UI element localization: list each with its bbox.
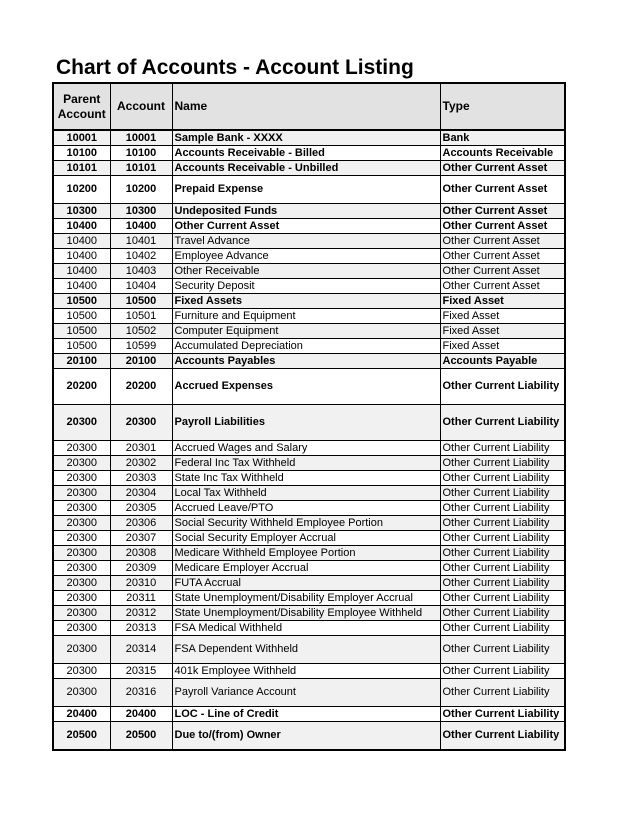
table-row [53,722,565,751]
cell-type: Bank [440,130,565,146]
cell-type: Accounts Receivable [440,146,565,161]
cell-name: Accrued Leave/PTO [172,501,440,516]
cell-account: 20314 [110,636,172,664]
cell-parent-account: 20300 [53,576,110,591]
cell-account: 10200 [110,176,172,204]
cell-type: Other Current Liability [440,679,565,707]
table-header [53,83,565,130]
cell-type: Other Current Asset [440,249,565,264]
table-row [53,146,565,161]
cell-parent-account: 10400 [53,234,110,249]
cell-name: Medicare Employer Accrual [172,561,440,576]
table-row [53,707,565,722]
cell-type: Other Current Liability [440,516,565,531]
cell-parent-account: 20100 [53,354,110,369]
cell-type: Fixed Asset [440,324,565,339]
table-row [53,441,565,456]
cell-name: Medicare Withheld Employee Portion [172,546,440,561]
cell-account: 10001 [110,130,172,146]
cell-type: Other Current Liability [440,501,565,516]
table-row [53,501,565,516]
cell-parent-account: 10200 [53,176,110,204]
cell-account: 10400 [110,219,172,234]
cell-type: Other Current Liability [440,636,565,664]
cell-account: 10501 [110,309,172,324]
cell-name: Social Security Employer Accrual [172,531,440,546]
cell-name: Accounts Receivable - Unbilled [172,161,440,176]
cell-type: Other Current Liability [440,546,565,561]
cell-parent-account: 10500 [53,294,110,309]
cell-type: Other Current Liability [440,606,565,621]
cell-account: 10500 [110,294,172,309]
cell-account: 10100 [110,146,172,161]
cell-type: Fixed Asset [440,309,565,324]
cell-account: 20200 [110,369,172,405]
table-row [53,339,565,354]
cell-parent-account: 10400 [53,264,110,279]
cell-parent-account: 20300 [53,546,110,561]
table-row [53,576,565,591]
cell-parent-account: 20300 [53,405,110,441]
table-row [53,456,565,471]
table-row [53,204,565,219]
cell-account: 10401 [110,234,172,249]
page-title: Chart of Accounts - Account Listing [56,56,414,79]
cell-name: Security Deposit [172,279,440,294]
cell-account: 20307 [110,531,172,546]
cell-name: Accumulated Depreciation [172,339,440,354]
cell-account: 20302 [110,456,172,471]
cell-name: Other Receivable [172,264,440,279]
table-row [53,405,565,441]
cell-name: Federal Inc Tax Withheld [172,456,440,471]
cell-parent-account: 20300 [53,679,110,707]
cell-type: Other Current Liability [440,591,565,606]
cell-type: Other Current Liability [440,621,565,636]
cell-type: Other Current Liability [440,405,565,441]
table-row [53,176,565,204]
cell-name: Employee Advance [172,249,440,264]
table-row [53,531,565,546]
cell-type: Other Current Asset [440,279,565,294]
table-row [53,679,565,707]
table-row [53,309,565,324]
table-row [53,249,565,264]
cell-parent-account: 20300 [53,456,110,471]
cell-name: FSA Dependent Withheld [172,636,440,664]
cell-parent-account: 20400 [53,707,110,722]
cell-name: Payroll Variance Account [172,679,440,707]
cell-name: Sample Bank - XXXX [172,130,440,146]
cell-name: Fixed Assets [172,294,440,309]
cell-account: 20300 [110,405,172,441]
cell-name: State Unemployment/Disability Employer Accrual [172,591,440,606]
cell-type: Other Current Liability [440,441,565,456]
cell-type: Other Current Asset [440,204,565,219]
cell-name: Local Tax Withheld [172,486,440,501]
cell-parent-account: 10400 [53,219,110,234]
cell-parent-account: 10500 [53,324,110,339]
cell-account: 10403 [110,264,172,279]
cell-account: 20313 [110,621,172,636]
cell-type: Fixed Asset [440,294,565,309]
cell-account: 10300 [110,204,172,219]
table-row [53,324,565,339]
cell-type: Accounts Payable [440,354,565,369]
column-header-account: Account [110,83,172,130]
table-row [53,279,565,294]
cell-type: Other Current Asset [440,161,565,176]
cell-parent-account: 20300 [53,606,110,621]
cell-type: Other Current Asset [440,219,565,234]
cell-account: 20303 [110,471,172,486]
header-row [53,83,565,130]
cell-type: Other Current Liability [440,456,565,471]
table-row [53,471,565,486]
cell-account: 20315 [110,664,172,679]
cell-account: 20400 [110,707,172,722]
cell-name: Travel Advance [172,234,440,249]
cell-account: 20304 [110,486,172,501]
cell-name: State Unemployment/Disability Employee Withheld [172,606,440,621]
cell-account: 20100 [110,354,172,369]
cell-parent-account: 20300 [53,516,110,531]
table-row [53,606,565,621]
cell-parent-account: 10100 [53,146,110,161]
cell-account: 20312 [110,606,172,621]
cell-account: 10599 [110,339,172,354]
column-header-parent-account [53,83,110,130]
table-row [53,636,565,664]
cell-name: Computer Equipment [172,324,440,339]
cell-name: Social Security Withheld Employee Portion [172,516,440,531]
cell-parent-account: 10400 [53,279,110,294]
accounts-table [52,82,566,751]
table-row [53,234,565,249]
cell-account: 20309 [110,561,172,576]
cell-type: Other Current Liability [440,576,565,591]
table-row [53,486,565,501]
cell-name: Accrued Wages and Salary [172,441,440,456]
cell-name: Other Current Asset [172,219,440,234]
cell-name: 401k Employee Withheld [172,664,440,679]
cell-name: Undeposited Funds [172,204,440,219]
cell-account: 20305 [110,501,172,516]
cell-name: Accounts Payables [172,354,440,369]
cell-type: Other Current Asset [440,264,565,279]
table-row [53,219,565,234]
cell-parent-account: 20300 [53,471,110,486]
table-row [53,664,565,679]
cell-account: 20500 [110,722,172,751]
cell-type: Other Current Liability [440,486,565,501]
table-row [53,369,565,405]
table-row [53,130,565,146]
table-body [53,130,565,750]
cell-name: Accounts Receivable - Billed [172,146,440,161]
cell-parent-account: 20300 [53,621,110,636]
cell-parent-account: 10300 [53,204,110,219]
table-row [53,546,565,561]
cell-name: Due to/(from) Owner [172,722,440,751]
cell-parent-account: 10400 [53,249,110,264]
cell-type: Other Current Liability [440,722,565,751]
table-row [53,591,565,606]
cell-name: Payroll Liabilities [172,405,440,441]
table-row [53,264,565,279]
cell-account: 20308 [110,546,172,561]
cell-type: Other Current Asset [440,176,565,204]
cell-type: Other Current Asset [440,234,565,249]
table-row [53,161,565,176]
cell-account: 20306 [110,516,172,531]
cell-account: 10101 [110,161,172,176]
cell-parent-account: 10001 [53,130,110,146]
cell-parent-account: 20200 [53,369,110,405]
cell-name: Prepaid Expense [172,176,440,204]
cell-type: Other Current Liability [440,531,565,546]
cell-parent-account: 20300 [53,636,110,664]
cell-account: 10502 [110,324,172,339]
cell-parent-account: 10500 [53,309,110,324]
cell-type: Other Current Liability [440,471,565,486]
cell-account: 10402 [110,249,172,264]
cell-account: 20310 [110,576,172,591]
cell-type: Other Current Liability [440,369,565,405]
cell-type: Fixed Asset [440,339,565,354]
cell-type: Other Current Liability [440,664,565,679]
cell-name: FSA Medical Withheld [172,621,440,636]
cell-parent-account: 10101 [53,161,110,176]
cell-parent-account: 20500 [53,722,110,751]
cell-parent-account: 20300 [53,531,110,546]
cell-name: FUTA Accrual [172,576,440,591]
cell-parent-account: 20300 [53,441,110,456]
cell-type: Other Current Liability [440,707,565,722]
cell-name: LOC - Line of Credit [172,707,440,722]
cell-parent-account: 20300 [53,486,110,501]
column-header-name: Name [172,83,440,130]
cell-parent-account: 10500 [53,339,110,354]
cell-account: 20311 [110,591,172,606]
cell-account: 20301 [110,441,172,456]
cell-parent-account: 20300 [53,561,110,576]
column-header-type: Type [440,83,565,130]
table-row [53,561,565,576]
cell-parent-account: 20300 [53,664,110,679]
cell-parent-account: 20300 [53,501,110,516]
cell-name: State Inc Tax Withheld [172,471,440,486]
cell-account: 20316 [110,679,172,707]
table-row [53,294,565,309]
table-row [53,621,565,636]
table-row [53,516,565,531]
cell-account: 10404 [110,279,172,294]
table-row [53,354,565,369]
column-header-parent-account-label: Parent Account [57,91,106,121]
cell-type: Other Current Liability [440,561,565,576]
cell-name: Accrued Expenses [172,369,440,405]
cell-name: Furniture and Equipment [172,309,440,324]
cell-parent-account: 20300 [53,591,110,606]
